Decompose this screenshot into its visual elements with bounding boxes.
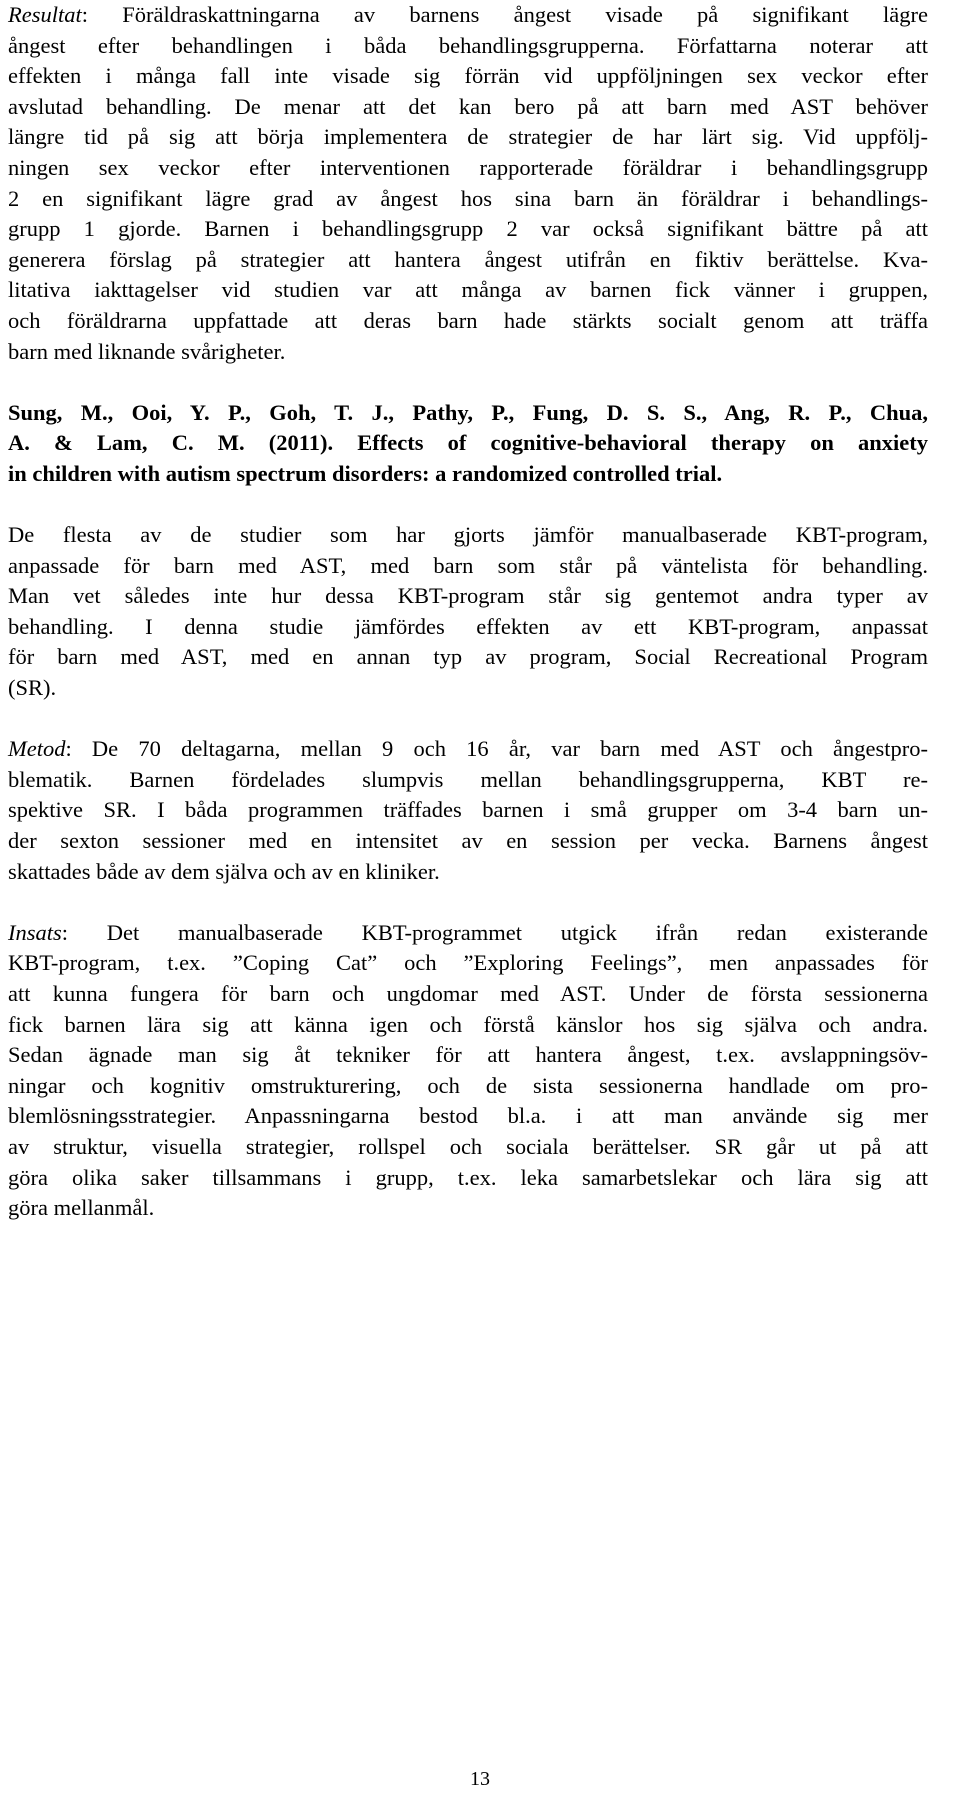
text-line: göra mellanmål.	[8, 1195, 155, 1221]
text-line: för barn med AST, med en annan typ av program, Social Recreational Program	[8, 644, 928, 670]
text-line	[8, 918, 928, 949]
text-line: spektive SR. I båda programmen träffades barnen i små grupper om 3-4 barn un-	[8, 797, 928, 823]
text-line: ningen sex veckor efter interventionen rapporterade föräldrar i behandlingsgrupp	[8, 154, 928, 180]
text-line: längre tid på sig att börja implementera de strategier de har lärt sig. Vid uppfölj-	[8, 124, 928, 150]
text-line-content: : Föräldraskattningarna av barnens ångest visade på signifikant lägre	[81, 2, 928, 27]
section-label-metod: Metod	[8, 736, 66, 762]
text-line: göra olika saker tillsammans i grupp, t.ex. leka samarbetslekar och lära sig att	[8, 1164, 928, 1190]
text-line: av struktur, visuella strategier, rollspel och sociala berättelser. SR går ut på att	[8, 1133, 928, 1159]
text-line: A. & Lam, C. M. (2011). Effects of cognitive-behavioral therapy on anxiety	[8, 430, 928, 456]
reference-citation	[8, 398, 928, 490]
text-line: avslutad behandling. De menar att det kan bero på att barn med AST behöver	[8, 93, 928, 119]
text-line	[8, 0, 928, 31]
paragraph-resultat	[8, 0, 928, 367]
text-line: behandling. I denna studie jämfördes effekten av ett KBT-program, anpassat	[8, 613, 928, 639]
paragraph-gap	[8, 367, 928, 398]
paragraph-gap	[8, 704, 928, 735]
text-line: anpassade för barn med AST, med barn som står på väntelista för behandling.	[8, 552, 928, 578]
page-number: 13	[470, 1768, 490, 1790]
text-line: fick barnen lära sig att känna igen och förstå känslor hos sig själva och andra.	[8, 1011, 928, 1037]
text-line: blematik. Barnen fördelades slumpvis mellan behandlingsgrupperna, KBT re-	[8, 766, 928, 792]
text-line-content: : Det manualbaserade KBT-programmet utgick ifrån redan existerande	[61, 919, 928, 945]
text-line: skattades både av dem själva och av en kliniker.	[8, 858, 440, 884]
text-line: generera förslag på strategier att hantera ångest utifrån en fiktiv berättelse. Kva-	[8, 246, 928, 272]
text-line: barn med liknande svårigheter.	[8, 338, 286, 364]
text-line: in children with autism spectrum disorders: a randomized controlled trial.	[8, 460, 723, 486]
section-label-resultat: Resultat	[8, 2, 82, 27]
text-line: grupp 1 gjorde. Barnen i behandlingsgrupp 2 var också signifikant bättre på att	[8, 216, 928, 242]
text-line: effekten i många fall inte visade sig förrän vid uppföljningen sex veckor efter	[8, 63, 928, 89]
text-line: blemlösningsstrategier. Anpassningarna bestod bl.a. i att man använde sig mer	[8, 1103, 928, 1129]
text-line: att kunna fungera för barn och ungdomar med AST. Under de första sessionerna	[8, 981, 928, 1006]
text-line: Sedan ägnade man sig åt tekniker för att hantera ångest, t.ex. avslappningsöv-	[8, 1042, 928, 1068]
paragraph-intro	[8, 520, 928, 704]
document-page	[8, 0, 928, 1224]
text-line: Sung, M., Ooi, Y. P., Goh, T. J., Pathy, P., Fung, D. S. S., Ang, R. P., Chua,	[8, 399, 928, 425]
paragraph-metod	[8, 734, 928, 887]
text-line: Man vet således inte hur dessa KBT-program står sig gentemot andra typer av	[8, 583, 928, 609]
text-line: KBT-program, t.ex. ”Coping Cat” och ”Exploring Feelings”, men anpassades för	[8, 950, 928, 976]
text-line: (SR).	[8, 675, 57, 701]
paragraph-insats	[8, 918, 928, 1224]
paragraph-gap	[8, 490, 928, 521]
text-line: och föräldrarna uppfattade att deras barn hade stärkts socialt genom att träffa	[8, 307, 928, 333]
text-line: ningar och kognitiv omstrukturering, och de sista sessionerna handlade om pro-	[8, 1072, 928, 1098]
text-line: De flesta av de studier som har gjorts jämför manualbaserade KBT-program,	[8, 522, 928, 548]
text-line-content: : De 70 deltagarna, mellan 9 och 16 år, var barn med AST och ångestpro-	[65, 736, 928, 762]
text-line: ångest efter behandlingen i båda behandlingsgrupperna. Författarna noterar att	[8, 32, 928, 58]
paragraph-gap	[8, 887, 928, 918]
section-label-insats: Insats	[8, 919, 62, 945]
text-line: der sexton sessioner med en intensitet av en session per vecka. Barnens ångest	[8, 828, 928, 854]
text-line: 2 en signifikant lägre grad av ångest hos sina barn än föräldrar i behandlings-	[8, 185, 928, 211]
text-line: litativa iakttagelser vid studien var att många av barnen fick vänner i gruppen,	[8, 277, 928, 303]
text-line	[8, 734, 928, 765]
